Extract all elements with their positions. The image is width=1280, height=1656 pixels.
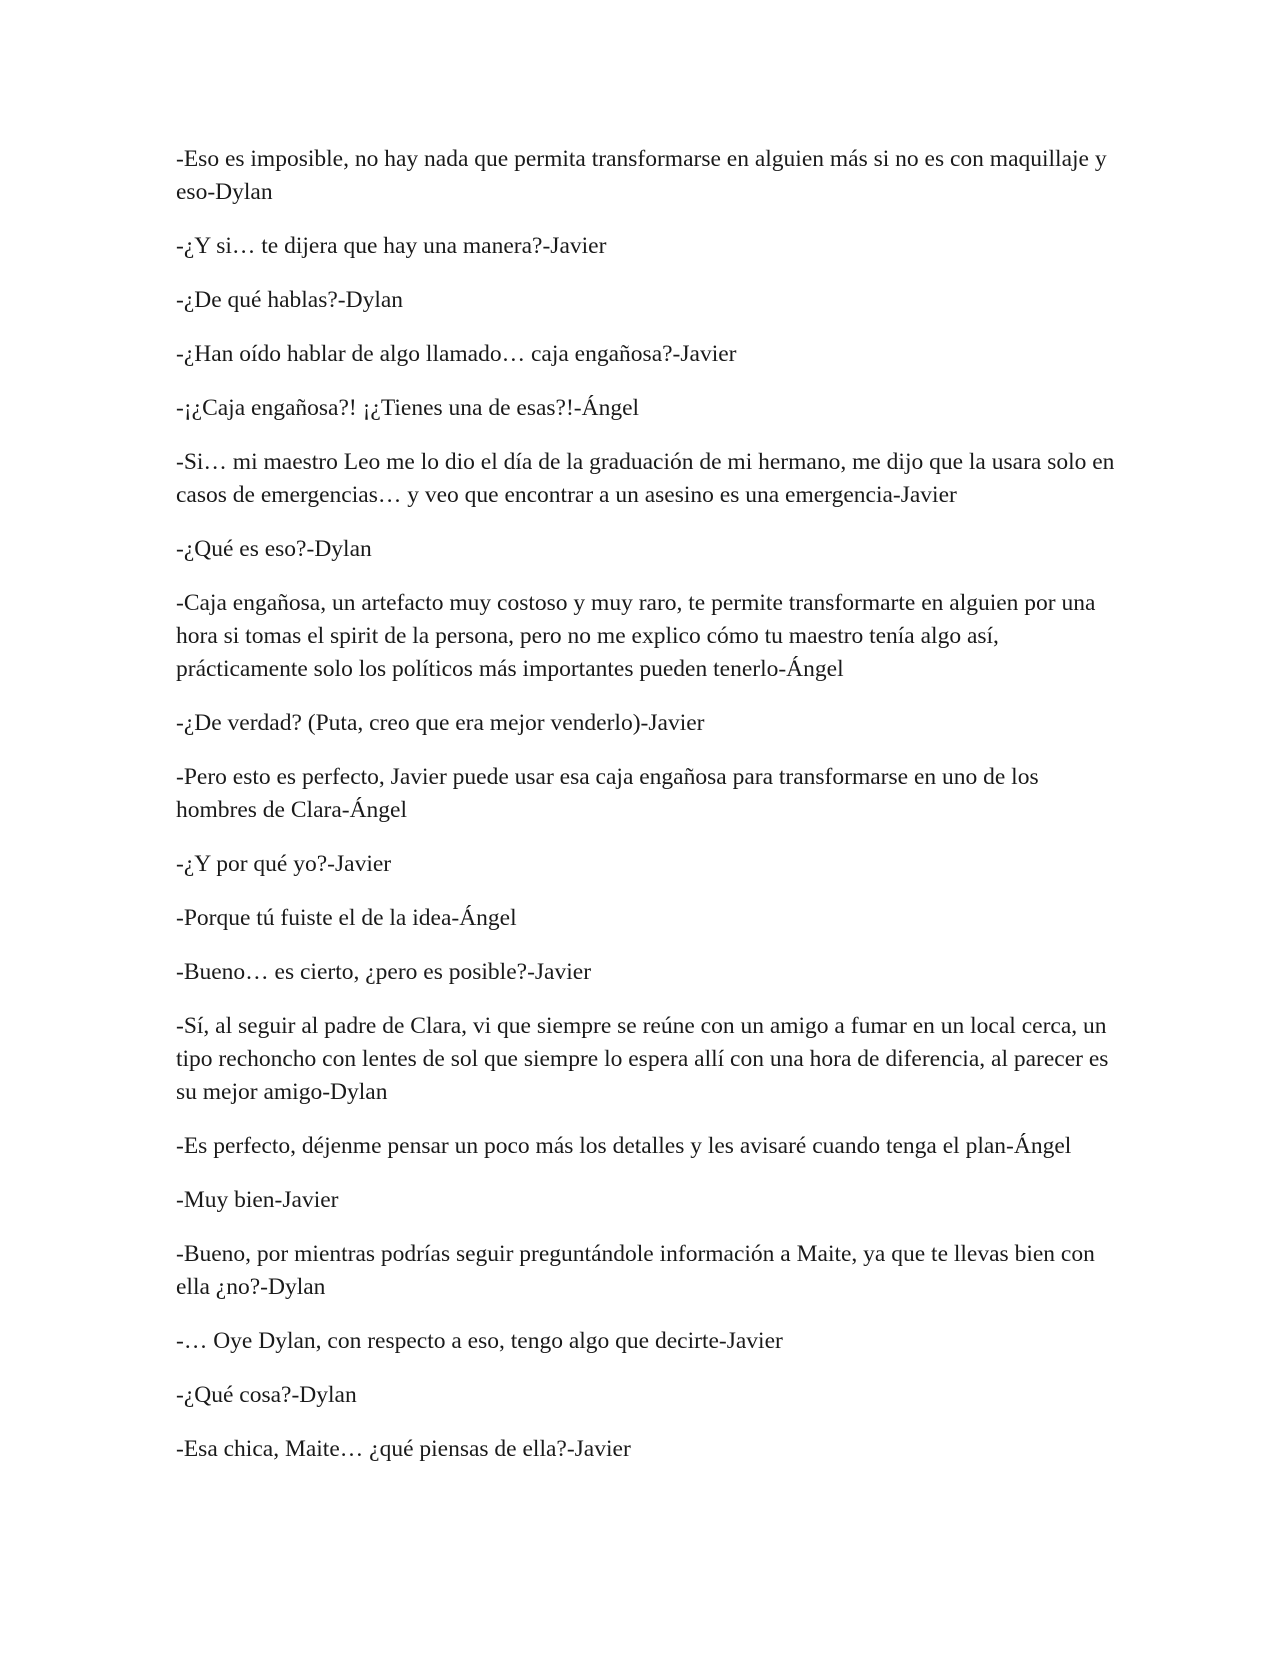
paragraph: -¿Qué es eso?-Dylan <box>176 536 372 562</box>
paragraph: -¿Han oído hablar de algo llamado… caja engañosa?-Javier <box>176 341 737 367</box>
paragraph: -¿Y si… te dijera que hay una manera?-Javier <box>176 233 607 259</box>
paragraph: -Bueno… es cierto, ¿pero es posible?-Javier <box>176 959 592 985</box>
document-body <box>176 143 1116 1487</box>
paragraph: -Eso es imposible, no hay nada que permita transformarse en alguien más si no es con maquillaje y eso-Dylan <box>176 146 1107 205</box>
paragraph: -Bueno, por mientras podrías seguir preguntándole información a Maite, ya que te llevas bien con ella ¿no?-Dylan <box>176 1241 1095 1300</box>
paragraph: -Es perfecto, déjenme pensar un poco más los detalles y les avisaré cuando tenga el plan-Ángel <box>176 1133 1072 1159</box>
paragraph: -Pero esto es perfecto, Javier puede usar esa caja engañosa para transformarse en uno de los hombres de Clara-Ángel <box>176 764 1039 823</box>
paragraph: -¡¿Caja engañosa?! ¡¿Tienes una de esas?!-Ángel <box>176 395 640 421</box>
paragraph: -¿Qué cosa?-Dylan <box>176 1382 357 1408</box>
paragraph: -¿De qué hablas?-Dylan <box>176 287 404 313</box>
paragraph: -¿De verdad? (Puta, creo que era mejor venderlo)-Javier <box>176 710 705 736</box>
paragraph: -Muy bien-Javier <box>176 1187 339 1213</box>
paragraph: -Si… mi maestro Leo me lo dio el día de la graduación de mi hermano, me dijo que la usara solo en casos de emergencias… y veo que encontrar a un asesino es una emergencia-Javier <box>176 449 1115 508</box>
paragraph: -… Oye Dylan, con respecto a eso, tengo algo que decirte-Javier <box>176 1328 783 1354</box>
paragraph: -Sí, al seguir al padre de Clara, vi que siempre se reúne con un amigo a fumar en un local cerca, un tipo rechoncho con lentes de sol que siempre lo espera allí con una hora de diferencia, al parecer es su mejor amigo-Dylan <box>176 1013 1109 1105</box>
paragraph: -Porque tú fuiste el de la idea-Ángel <box>176 905 517 931</box>
paragraph: -¿Y por qué yo?-Javier <box>176 851 392 877</box>
paragraph: -Caja engañosa, un artefacto muy costoso y muy raro, te permite transformarte en alguien por una hora si tomas el spirit de la persona, pero no me explico cómo tu maestro tenía algo así, prácticamente solo los políticos más importantes pueden tenerlo-Ángel <box>176 590 1096 682</box>
paragraph: -Esa chica, Maite… ¿qué piensas de ella?-Javier <box>176 1436 631 1462</box>
